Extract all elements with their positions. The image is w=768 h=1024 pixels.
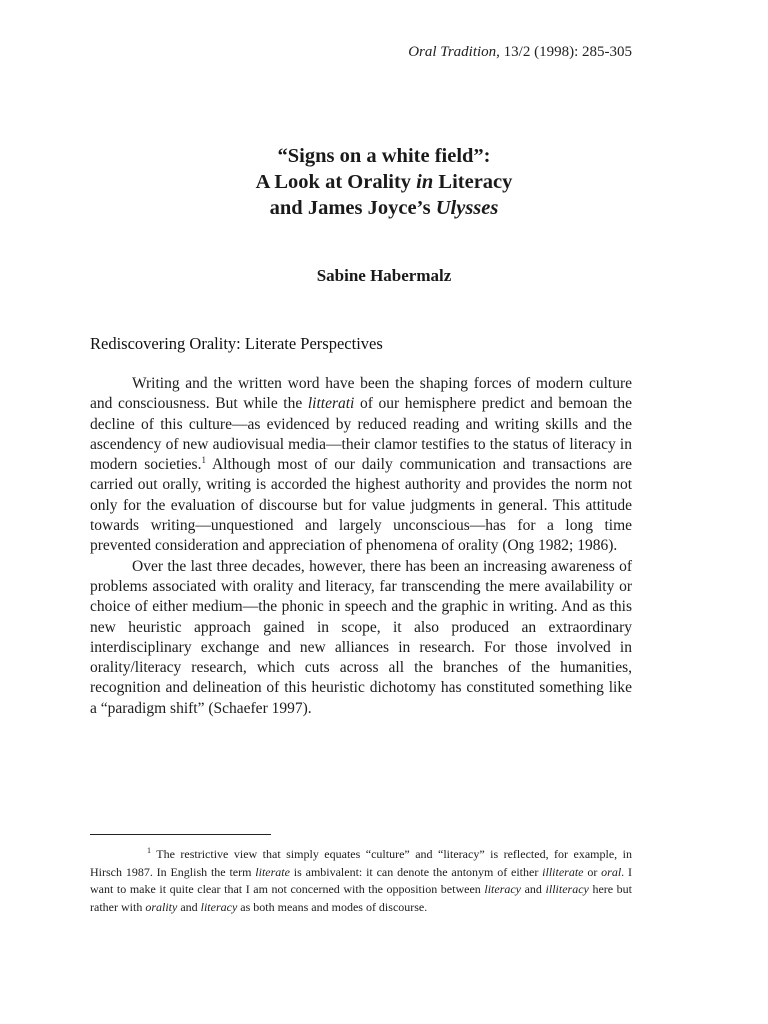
italic-term: illiterate <box>542 864 584 879</box>
text-run: as both means and modes of discourse. <box>237 899 428 914</box>
footnote-rule <box>90 834 271 835</box>
text-run: here but rather with <box>90 882 633 914</box>
title-line-3 <box>0 195 768 221</box>
title-text: A Look at Orality <box>255 171 417 193</box>
title-italic: in <box>416 171 434 193</box>
footnote-number: 1 <box>147 846 151 855</box>
title-line-2 <box>0 169 768 195</box>
italic-term: oral <box>601 864 622 879</box>
italic-term: illiteracy <box>545 882 589 896</box>
text-run: and <box>177 899 201 914</box>
title-line-1: “Signs on a white field”: <box>277 145 491 167</box>
footnote-1 <box>90 846 632 916</box>
title-italic: Ulysses <box>435 197 499 219</box>
text-run: Writing and the written word have been the shaping forces of modern culture and consciousness. But while the <box>90 375 632 413</box>
italic-term: literacy <box>484 882 522 896</box>
italic-term: literacy <box>200 899 238 914</box>
italic-term: orality <box>145 899 178 914</box>
title-text: Literacy <box>433 171 513 193</box>
text-run: or <box>583 864 602 879</box>
article-title <box>0 143 768 221</box>
text-run: Although most of our daily communication and transactions are carried out orally, writing is accorded the highest authority and provides the norm not only for the evaluation of discourse but for value judgments in general. This attitude towards writing—unquestioned and largely unconscious—has for a long time prevented consideration and appreciation of phenomena of orality (Ong 1982; 1986). <box>90 456 632 555</box>
paragraph-2: Over the last three decades, however, there has been an increasing awareness of problems associated with orality and literacy, far transcending the mere availability or choice of either medium—the phonic in speech and the graphic in writing. And as this new heuristic approach gained in scope, it also produced an extraordinary interdisciplinary exchange and new alliances in research. For those involved in orality/literacy research, which cuts across all the branches of the humanities, recognition and delineation of this heuristic dichotomy has constituted something like a “paradigm shift” (Schaefer 1997). <box>90 557 632 717</box>
italic-term: literate <box>255 864 290 879</box>
paragraph-1 <box>90 374 632 557</box>
section-heading: Rediscovering Orality: Literate Perspectives <box>90 334 383 353</box>
text-run: of our hemisphere predict and bemoan the decline of this culture—as evidenced by reduced reading and writing skills and the ascendency of new audiovisual media—their clamor testifies to the status of literacy in modern societies. <box>90 395 632 474</box>
journal-volume-pages: , 13/2 (1998): 285-305 <box>496 44 632 60</box>
body-text <box>90 374 632 719</box>
text-run: . I want to make it quite clear that I am not concerned with the opposition between <box>90 864 632 896</box>
journal-citation <box>408 44 632 61</box>
footnote-marker[interactable]: 1 <box>201 455 206 466</box>
title-text: and James Joyce’s <box>269 197 436 219</box>
journal-title: Oral Tradition <box>408 44 497 60</box>
text-run: The restrictive view that simply equates “culture” and “literacy” is reflected, for example, in Hirsch 1987. In English the term <box>90 847 632 879</box>
author-name: Sabine Habermalz <box>316 266 452 285</box>
italic-term: litterati <box>307 395 355 413</box>
footnote-text <box>90 846 632 916</box>
text-run: is ambivalent: it can denote the antonym of either <box>289 864 543 879</box>
text-run: and <box>521 882 546 896</box>
